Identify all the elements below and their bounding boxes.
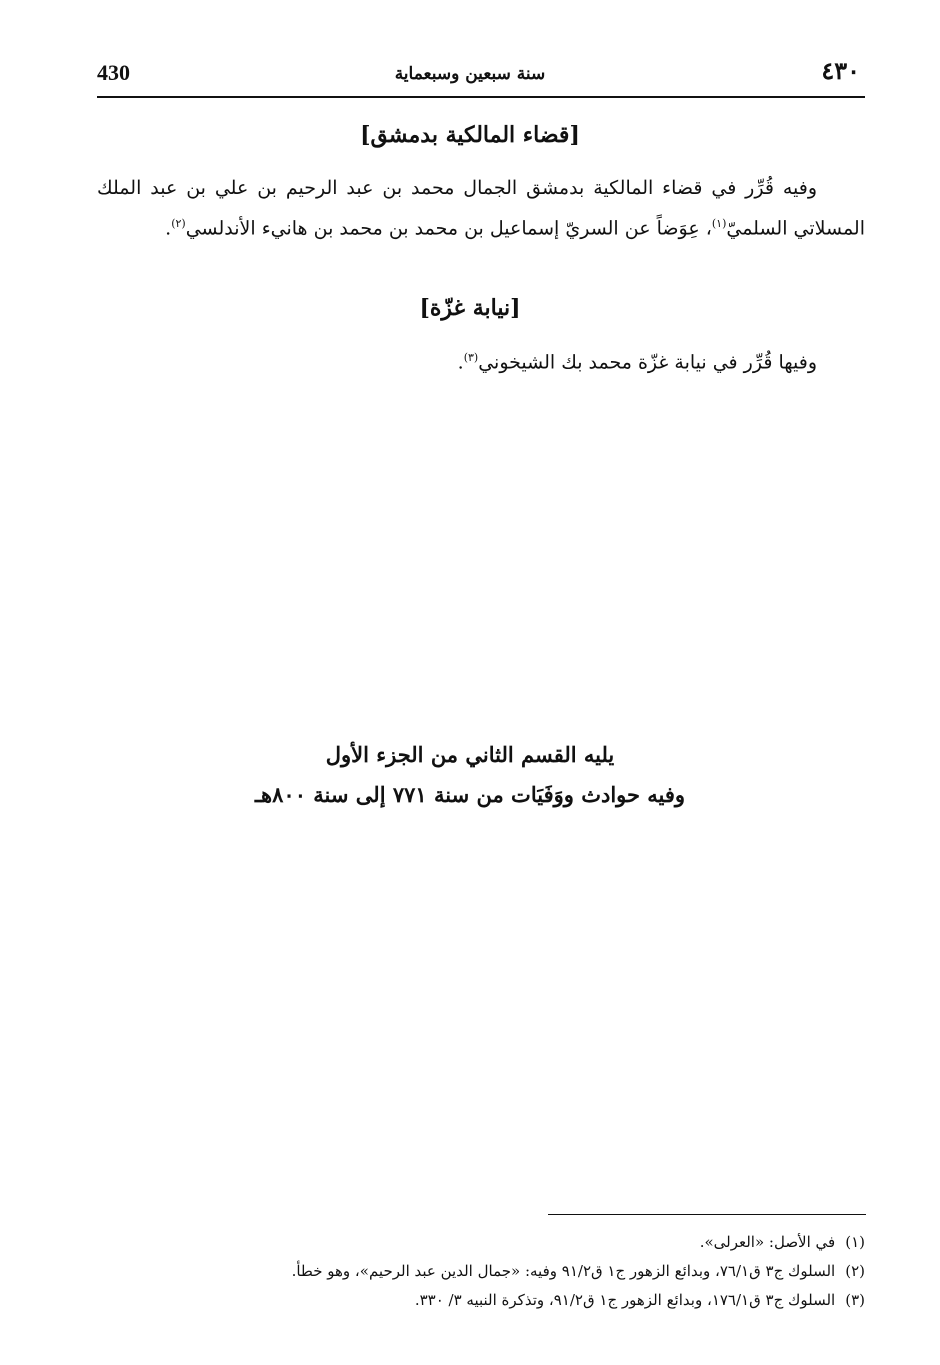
footnote-number: (١)	[845, 1233, 865, 1251]
page-number-arabic: ٤٣٠	[821, 56, 860, 85]
footnote-3	[95, 1286, 865, 1314]
closing-line-1: يليه القسم الثاني من الجزء الأول	[325, 742, 615, 767]
page-number-latin: 430	[97, 60, 130, 85]
header-rule	[97, 96, 865, 98]
footnote-2	[95, 1257, 865, 1285]
footnote-1	[95, 1228, 865, 1256]
section-heading-maliki-judgeship: [قضاء المالكية بدمشق]	[360, 122, 580, 148]
footnote-text: السلوك ج٣ ق٧٦/١، وبدائع الزهور ج١ ق٩١/٢ وفيه: «جمال الدين عبد الرحيم»، وهو خطأ.	[291, 1262, 836, 1280]
footnote-text: السلوك ج٣ ق١٧٦/١، وبدائع الزهور ج١ ق٩١/٢، وتذكرة النبيه ٣/ ٣٣٠.	[414, 1291, 836, 1309]
footnote-ref: (١)	[711, 217, 727, 230]
running-title: سنة سبعين وسبعماية	[394, 64, 546, 84]
closing-line-2: وفيه حوادث ووَفَيَات من سنة ٧٧١ إلى سنة ٨٠٠هـ	[254, 782, 686, 807]
footnote-ref: (٣)	[463, 351, 479, 364]
section-paragraph-maliki-judgeship	[97, 170, 865, 246]
footnote-rule	[548, 1214, 866, 1215]
paragraph-end: .	[457, 351, 464, 374]
footnote-text: في الأصل: «العرلى».	[699, 1233, 836, 1251]
paragraph-end: .	[165, 217, 172, 240]
section-heading-gaza-deputyship: [نيابة غزّة]	[419, 295, 521, 321]
footnote-ref: (٢)	[171, 217, 186, 230]
paragraph-text: وفيها قُرِّر في نيابة غزّة محمد بك الشيخوني	[478, 351, 817, 374]
footnote-number: (٣)	[845, 1291, 865, 1309]
paragraph-text: ، عِوَضاً عن السريّ إسماعيل بن محمد بن محمد بن هانيء الأندلسي	[185, 217, 712, 240]
paragraph-text: وفيه قُرِّر في قضاء المالكية بدمشق الجمال محمد بن عبد الرحيم بن علي بن عبد الملك المسلاتي السلميّ	[97, 177, 865, 240]
section-paragraph-gaza-deputyship	[97, 340, 865, 380]
footnote-number: (٢)	[845, 1262, 865, 1280]
